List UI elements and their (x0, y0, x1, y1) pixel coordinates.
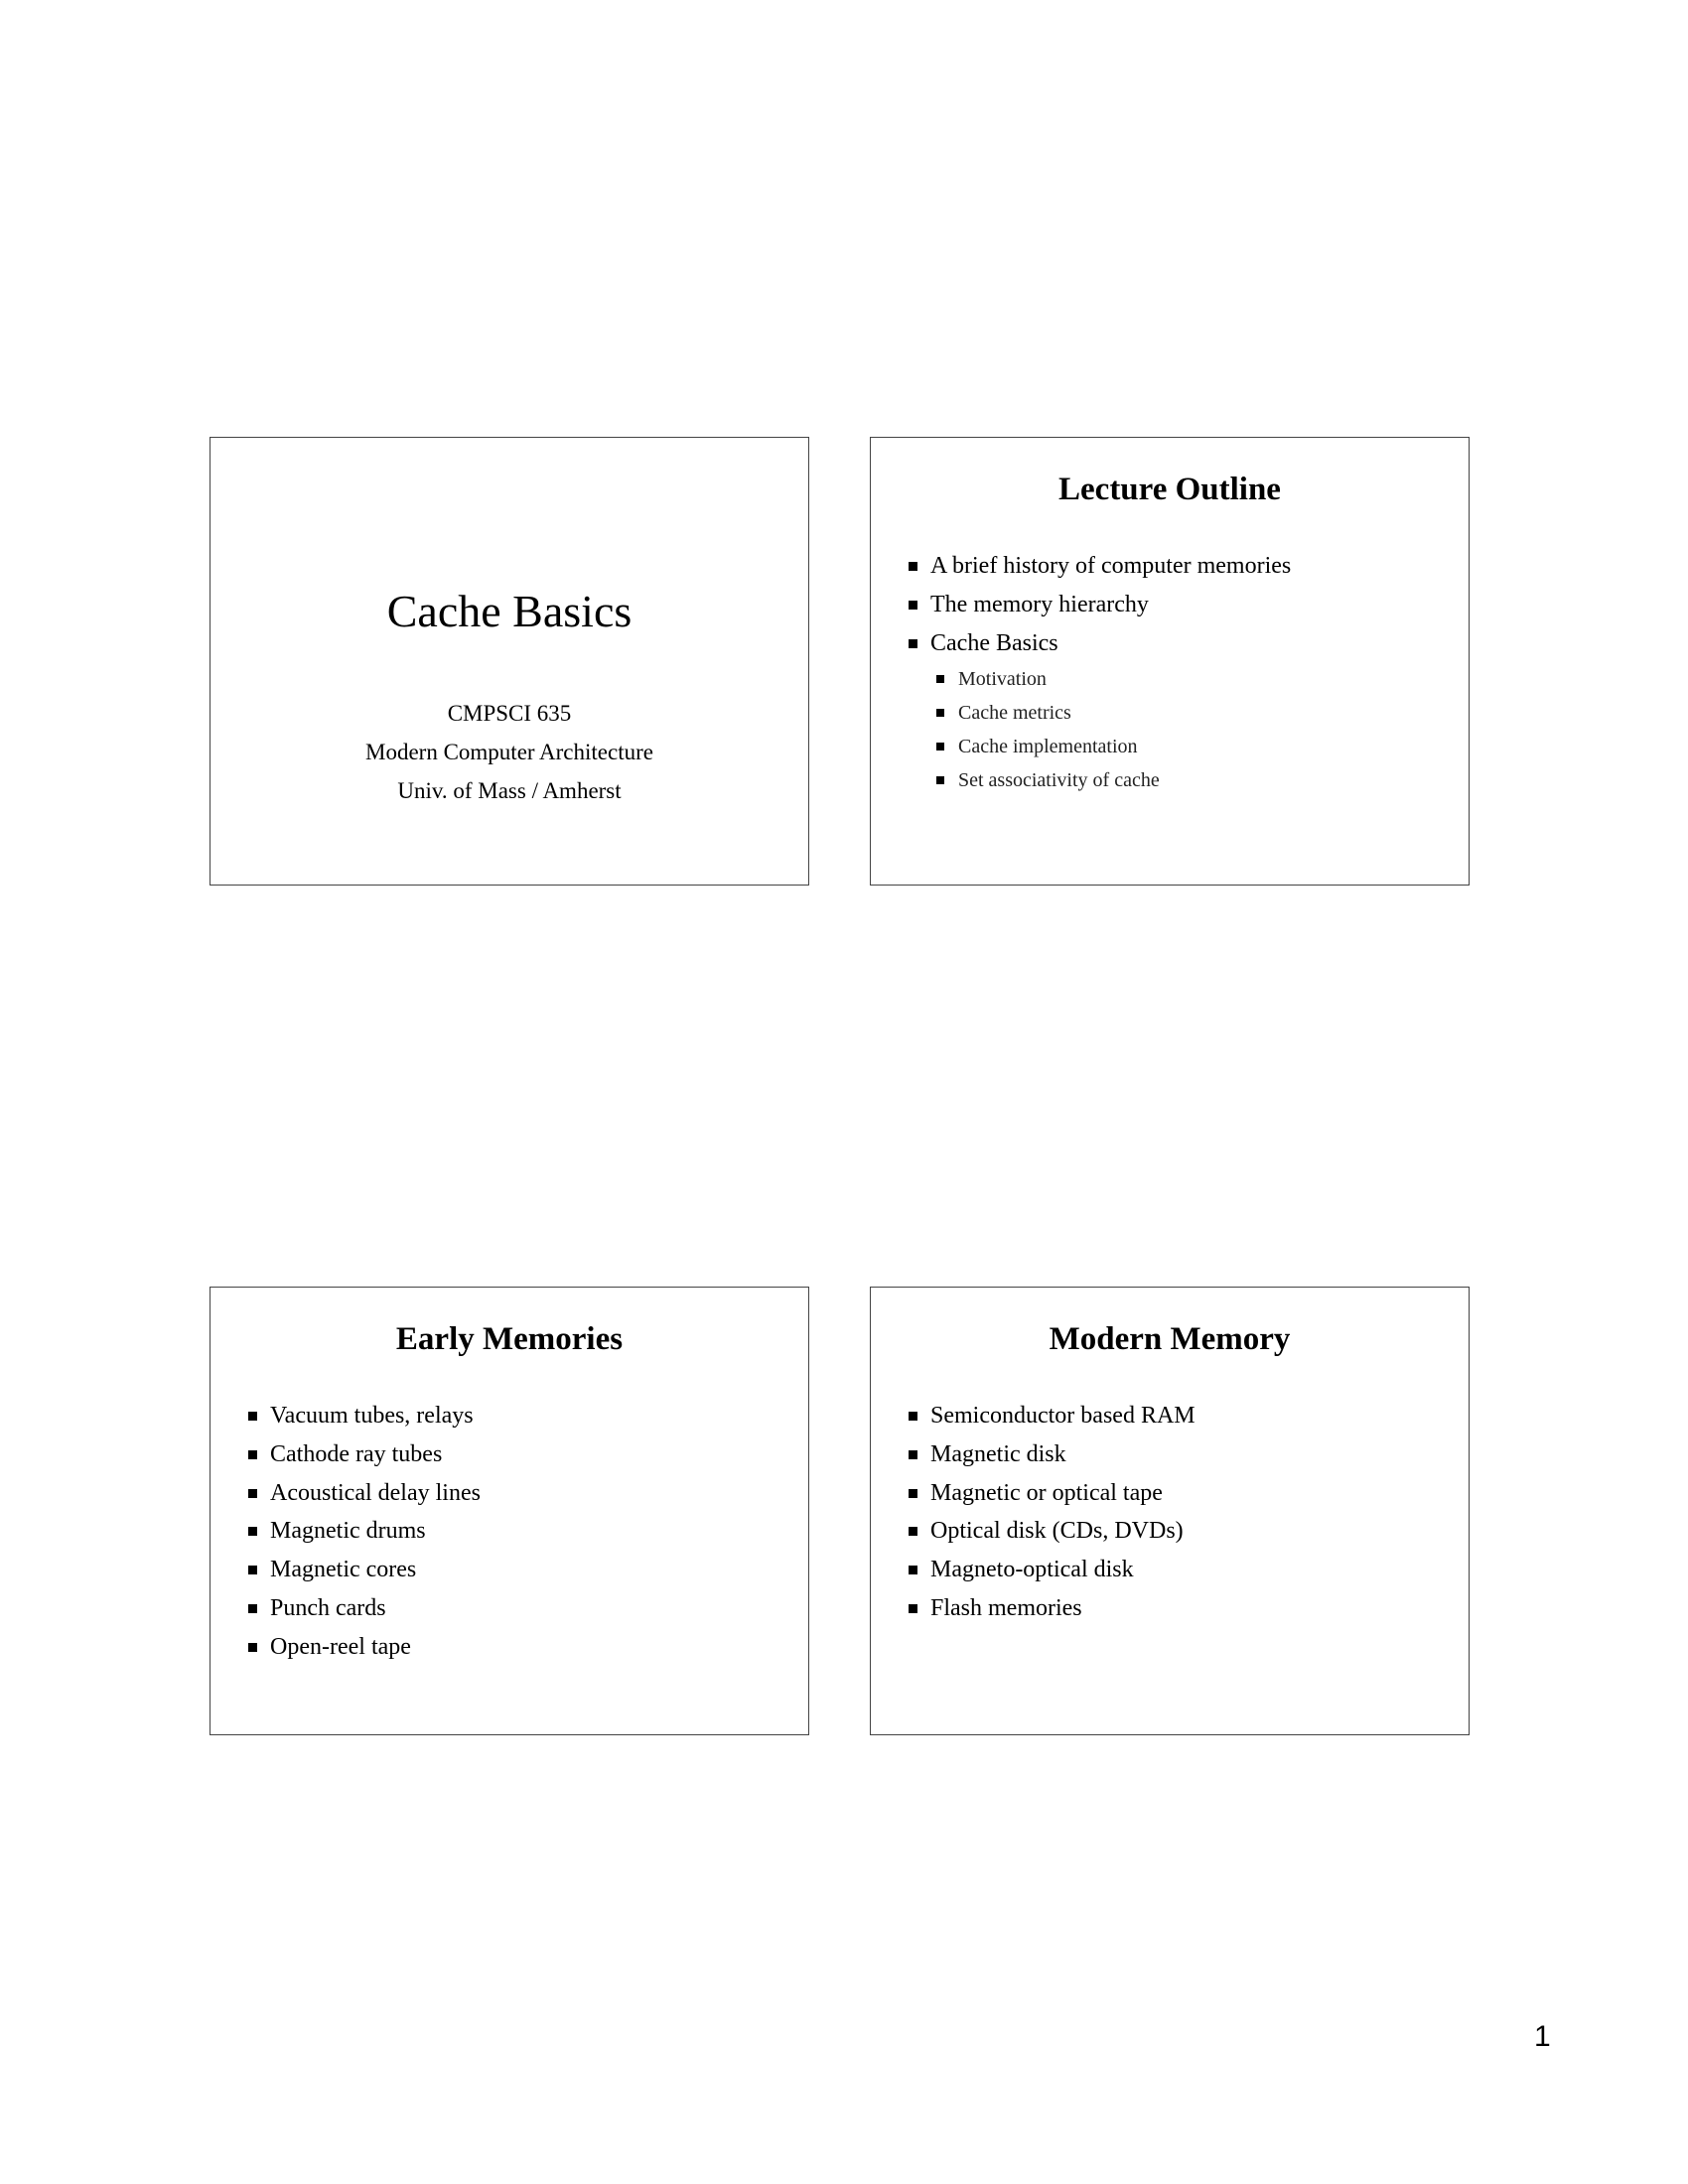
bullet-list (248, 1397, 481, 1667)
list-item: Open-reel tape (248, 1628, 481, 1667)
slide-title-cache-basics (210, 437, 809, 886)
list-item: Magnetic disk (909, 1435, 1196, 1474)
list-item: Vacuum tubes, relays (248, 1397, 481, 1435)
list-item: Magneto-optical disk (909, 1551, 1196, 1589)
square-bullet-icon (248, 1566, 257, 1574)
square-bullet-icon (909, 1489, 917, 1498)
subtitle-course: CMPSCI 635 (447, 701, 572, 726)
list-item: Semiconductor based RAM (909, 1397, 1196, 1435)
subtitle-institution: Univ. of Mass / Amherst (397, 778, 622, 803)
square-bullet-icon (909, 1527, 917, 1536)
list-item: Magnetic drums (248, 1512, 481, 1551)
square-bullet-icon (248, 1412, 257, 1421)
list-item: Flash memories (909, 1589, 1196, 1628)
list-item: Punch cards (248, 1589, 481, 1628)
square-bullet-icon (909, 562, 917, 571)
list-item: The memory hierarchy (909, 586, 1291, 624)
bullet-list (909, 1397, 1196, 1628)
list-item: A brief history of computer memories (909, 547, 1291, 586)
slide-heading: Modern Memory (1049, 1321, 1291, 1357)
square-bullet-icon (909, 1450, 917, 1459)
slide-subtitle (211, 694, 808, 810)
square-bullet-icon (936, 743, 944, 751)
square-bullet-icon (248, 1527, 257, 1536)
sub-list-item: Cache implementation (936, 730, 1291, 763)
slide-modern-memory (870, 1287, 1470, 1735)
slide-early-memories (210, 1287, 809, 1735)
square-bullet-icon (909, 1412, 917, 1421)
page-number: 1 (1534, 2020, 1551, 2053)
list-item: Cache Basics (909, 624, 1291, 663)
square-bullet-icon (909, 601, 917, 610)
list-item: Optical disk (CDs, DVDs) (909, 1512, 1196, 1551)
list-item: Cathode ray tubes (248, 1435, 481, 1474)
square-bullet-icon (909, 1604, 917, 1613)
square-bullet-icon (936, 675, 944, 683)
slide-heading: Lecture Outline (1058, 472, 1281, 507)
square-bullet-icon (909, 639, 917, 648)
square-bullet-icon (248, 1450, 257, 1459)
square-bullet-icon (936, 709, 944, 717)
square-bullet-icon (909, 1566, 917, 1574)
sub-list-item: Cache metrics (936, 696, 1291, 730)
bullet-list (909, 547, 1291, 797)
list-item: Magnetic cores (248, 1551, 481, 1589)
slide-heading: Early Memories (395, 1321, 624, 1357)
list-item: Magnetic or optical tape (909, 1474, 1196, 1513)
square-bullet-icon (248, 1643, 257, 1652)
square-bullet-icon (936, 776, 944, 784)
subtitle-course-name: Modern Computer Architecture (365, 740, 653, 764)
square-bullet-icon (248, 1604, 257, 1613)
slide-lecture-outline (870, 437, 1470, 886)
sub-list-item: Motivation (936, 662, 1291, 696)
square-bullet-icon (248, 1489, 257, 1498)
list-item: Acoustical delay lines (248, 1474, 481, 1513)
slide-title: Cache Basics (386, 586, 633, 636)
sub-list-item: Set associativity of cache (936, 763, 1291, 797)
